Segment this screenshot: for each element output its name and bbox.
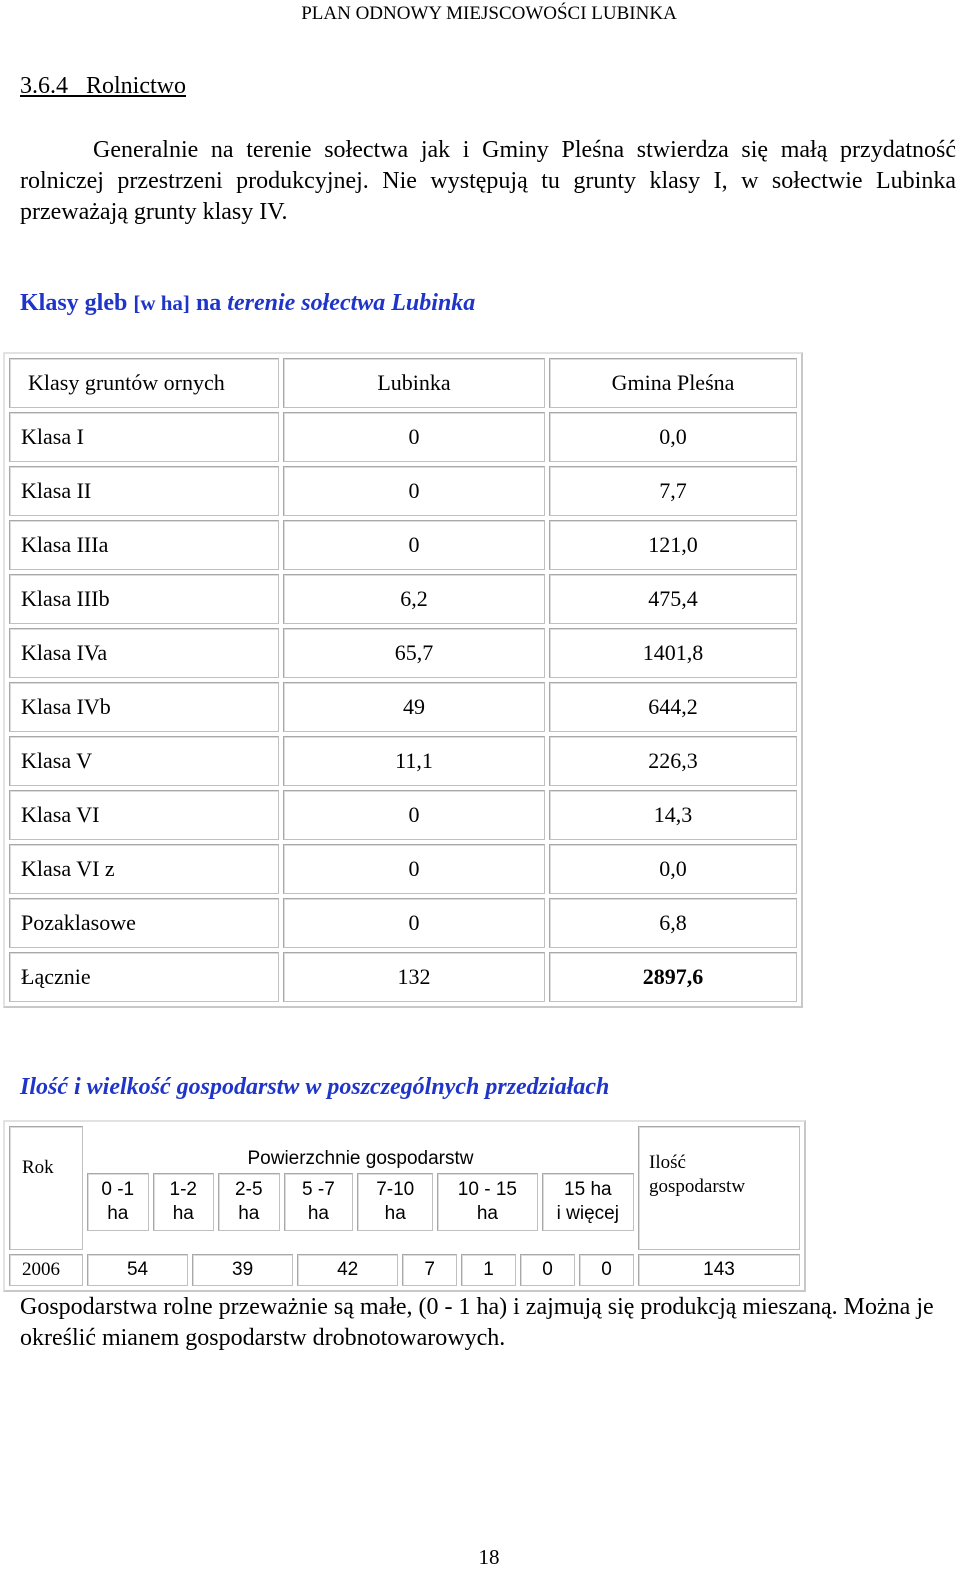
running-header: PLAN ODNOWY MIEJSCOWOŚCI LUBINKA	[301, 3, 677, 24]
size-bin-value: 1	[461, 1254, 516, 1286]
table-header-row	[9, 1126, 800, 1250]
size-bin-header: 0 -1 ha	[87, 1173, 149, 1231]
column-header: Klasy gruntów ornych	[9, 358, 279, 408]
table-row	[9, 628, 797, 678]
gmina-value-cell: 0,0	[549, 412, 797, 462]
table-header-row	[9, 358, 797, 408]
size-bin-value: 7	[402, 1254, 457, 1286]
column-header: Lubinka	[283, 358, 545, 408]
lubinka-total-cell: 132	[283, 952, 545, 1002]
gmina-value-cell: 1401,8	[549, 628, 797, 678]
table-row	[9, 1254, 800, 1286]
lubinka-value-cell: 6,2	[283, 574, 545, 624]
soil-class-cell: Klasa IVb	[9, 682, 279, 732]
size-bin-header: 2-5 ha	[218, 1173, 280, 1231]
size-group-title: Powierzchnie gospodarstw	[247, 1148, 474, 1169]
table-row	[9, 736, 797, 786]
size-bin-value: 0	[520, 1254, 575, 1286]
table-row	[9, 844, 797, 894]
soil-class-cell: Klasa IVa	[9, 628, 279, 678]
gmina-value-cell: 7,7	[549, 466, 797, 516]
gmina-total-cell: 2897,6	[549, 952, 797, 1002]
gmina-value-cell: 0,0	[549, 844, 797, 894]
size-bin-value: 54	[87, 1254, 188, 1286]
soil-caption-part3: terenie sołectwa Lubinka	[227, 290, 476, 316]
table-total-row	[9, 952, 797, 1002]
lubinka-value-cell: 0	[283, 412, 545, 462]
size-bin-header: 7-10 ha	[357, 1173, 433, 1231]
gmina-value-cell: 121,0	[549, 520, 797, 570]
lubinka-value-cell: 49	[283, 682, 545, 732]
size-bin-value: 0	[579, 1254, 634, 1286]
size-bin-value: 42	[297, 1254, 398, 1286]
gmina-value-cell: 475,4	[549, 574, 797, 624]
lubinka-value-cell: 0	[283, 898, 545, 948]
lubinka-value-cell: 0	[283, 790, 545, 840]
table-row	[9, 466, 797, 516]
soil-class-cell: Pozaklasowe	[9, 898, 279, 948]
intro-paragraph: Generalnie na terenie sołectwa jak i Gminy Pleśna stwierdza się małą przydatność rolniczej przestrzeni produkcyjnej. Nie występują tu grunty klasy I, w sołectwie Lubinka przeważają grunty klasy IV.	[20, 137, 956, 225]
year-cell: 2006	[9, 1254, 83, 1286]
soil-class-cell: Klasa I	[9, 412, 279, 462]
soil-class-cell: Klasa IIIb	[9, 574, 279, 624]
gmina-value-cell: 226,3	[549, 736, 797, 786]
closing-paragraph: Gospodarstwa rolne przeważnie są małe, (0 - 1 ha) i zajmują się produkcją mieszaną. Można je określić mianem gospodarstw drobnotowarowych.	[20, 1294, 934, 1351]
farm-count-header: Ilość gospodarstw	[638, 1126, 800, 1250]
soil-table-caption	[20, 290, 475, 317]
soil-caption-part1: Klasy gleb	[20, 290, 134, 316]
soil-caption-unit: [w ha]	[133, 291, 190, 315]
lubinka-value-cell: 0	[283, 520, 545, 570]
page-number: 18	[478, 1545, 500, 1569]
size-bins	[83, 1173, 638, 1231]
size-bin-header: 15 ha i więcej	[542, 1173, 634, 1231]
farm-count-total: 143	[638, 1254, 800, 1286]
size-bin-value: 39	[192, 1254, 293, 1286]
farm-table-caption: Ilość i wielkość gospodarstw w poszczególnych przedziałach	[20, 1074, 610, 1100]
table-row	[9, 520, 797, 570]
gmina-value-cell: 6,8	[549, 898, 797, 948]
soil-class-cell: Klasa IIIa	[9, 520, 279, 570]
soil-class-cell: Klasa V	[9, 736, 279, 786]
soil-class-cell: Klasa II	[9, 466, 279, 516]
total-label-cell: Łącznie	[9, 952, 279, 1002]
soil-class-cell: Klasa VI	[9, 790, 279, 840]
size-group-header	[87, 1126, 634, 1250]
table-row	[9, 574, 797, 624]
farm-size-table	[3, 1120, 806, 1292]
lubinka-value-cell: 0	[283, 844, 545, 894]
soil-caption-part2: na	[189, 290, 228, 316]
gmina-value-cell: 644,2	[549, 682, 797, 732]
rok-header: Rok	[9, 1126, 83, 1250]
size-bin-header: 5 -7 ha	[284, 1173, 354, 1231]
gmina-value-cell: 14,3	[549, 790, 797, 840]
soil-classes-table	[3, 352, 803, 1008]
section-heading: 3.6.4 Rolnictwo	[20, 73, 186, 99]
lubinka-value-cell: 11,1	[283, 736, 545, 786]
size-bin-header: 10 - 15 ha	[437, 1173, 537, 1231]
lubinka-value-cell: 0	[283, 466, 545, 516]
table-row	[9, 790, 797, 840]
table-row	[9, 682, 797, 732]
lubinka-value-cell: 65,7	[283, 628, 545, 678]
column-header: Gmina Pleśna	[549, 358, 797, 408]
table-row	[9, 412, 797, 462]
size-bin-header: 1-2 ha	[153, 1173, 215, 1231]
soil-class-cell: Klasa VI z	[9, 844, 279, 894]
table-row	[9, 898, 797, 948]
